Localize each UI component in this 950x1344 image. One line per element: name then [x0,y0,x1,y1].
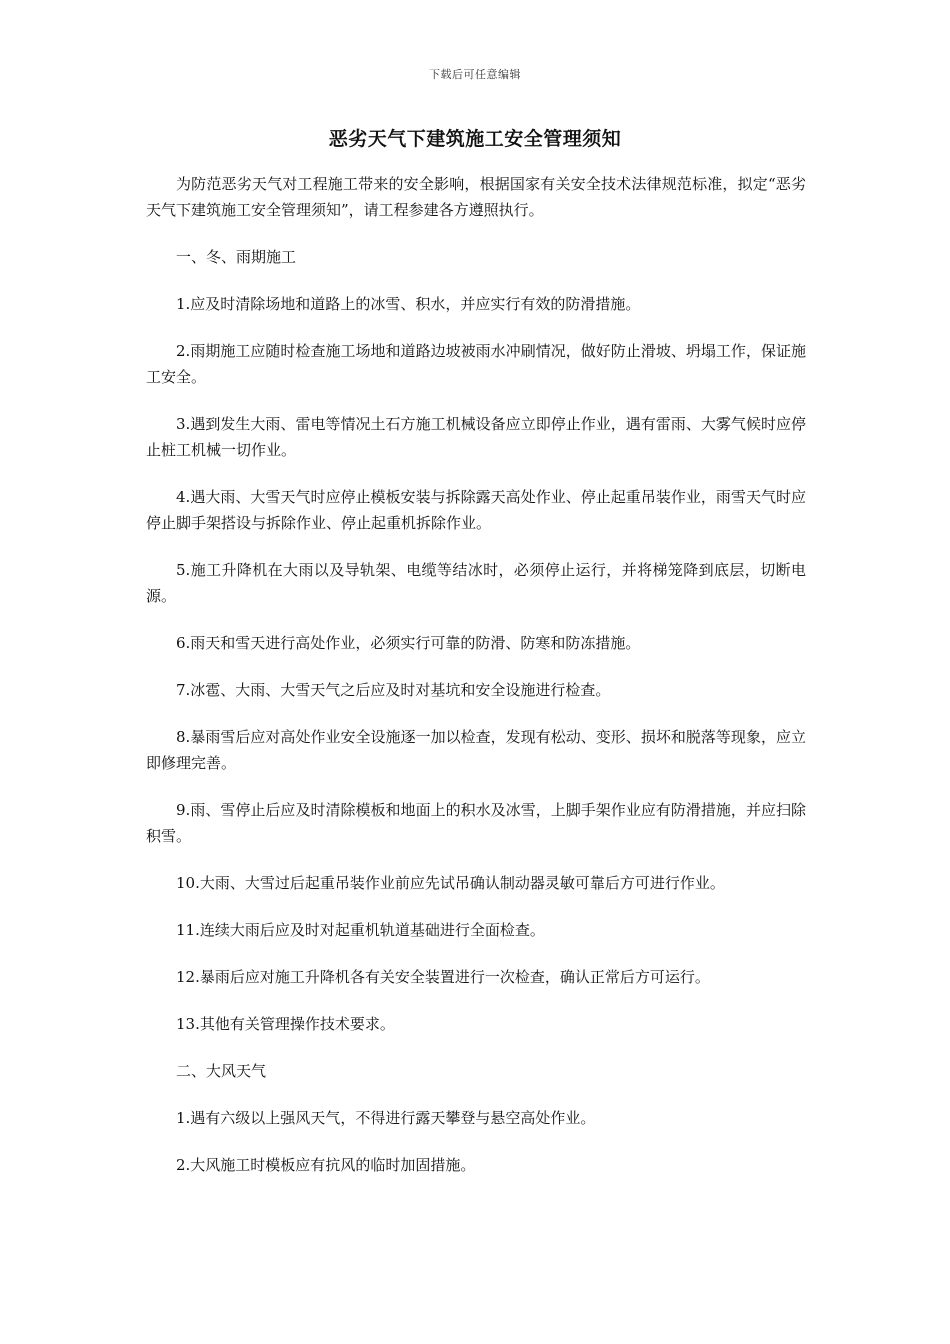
list-item: 9.雨、雪停止后应及时清除模板和地面上的积水及冰雪，上脚手架作业应有防滑措施，并应扫除积雪。 [146,801,806,845]
list-item: 11.连续大雨后应及时对起重机轨道基础进行全面检查。 [176,921,545,939]
intro-paragraph: 为防范恶劣天气对工程施工带来的安全影响，根据国家有关安全技术法律规范标准，拟定“恶劣天气下建筑施工安全管理须知”，请工程参建各方遵照执行。 [146,175,806,219]
list-item: 3.遇到发生大雨、雷电等情况土石方施工机械设备应立即停止作业，遇有雷雨、大雾气候时应停止桩工机械一切作业。 [146,415,806,459]
document-body [146,171,806,1178]
list-item: 6.雨天和雪天进行高处作业，必须实行可靠的防滑、防寒和防冻措施。 [176,634,641,652]
list-item: 4.遇大雨、大雪天气时应停止模板安装与拆除露天高处作业、停止起重吊装作业，雨雪天气时应停止脚手架搭设与拆除作业、停止起重机拆除作业。 [146,488,806,532]
list-item: 12.暴雨后应对施工升降机各有关安全装置进行一次检查，确认正常后方可运行。 [176,968,710,986]
list-item: 2.大风施工时模板应有抗风的临时加固措施。 [176,1156,476,1174]
list-item: 1.应及时清除场地和道路上的冰雪、积水，并应实行有效的防滑措施。 [176,295,641,313]
list-item: 5.施工升降机在大雨以及导轨架、电缆等结冰时，必须停止运行，并将梯笼降到底层，切断电源。 [146,561,806,605]
document-title: 恶劣天气下建筑施工安全管理须知 [328,128,622,150]
list-item: 2.雨期施工应随时检查施工场地和道路边坡被雨水冲刷情况，做好防止滑坡、坍塌工作，保证施工安全。 [146,342,806,386]
section-heading-strong-wind: 二、大风天气 [176,1062,267,1080]
list-item: 13.其他有关管理操作技术要求。 [176,1015,395,1033]
header-note: 下载后可任意编辑 [429,68,521,81]
list-item: 10.大雨、大雪过后起重吊装作业前应先试吊确认制动器灵敏可靠后方可进行作业。 [176,874,725,892]
list-item: 7.冰雹、大雨、大雪天气之后应及时对基坑和安全设施进行检查。 [176,681,611,699]
list-item: 1.遇有六级以上强风天气，不得进行露天攀登与悬空高处作业。 [176,1109,596,1127]
list-item: 8.暴雨雪后应对高处作业安全设施逐一加以检查，发现有松动、变形、损坏和脱落等现象，应立即修理完善。 [146,728,806,772]
section-heading-winter-rain: 一、冬、雨期施工 [176,248,297,266]
